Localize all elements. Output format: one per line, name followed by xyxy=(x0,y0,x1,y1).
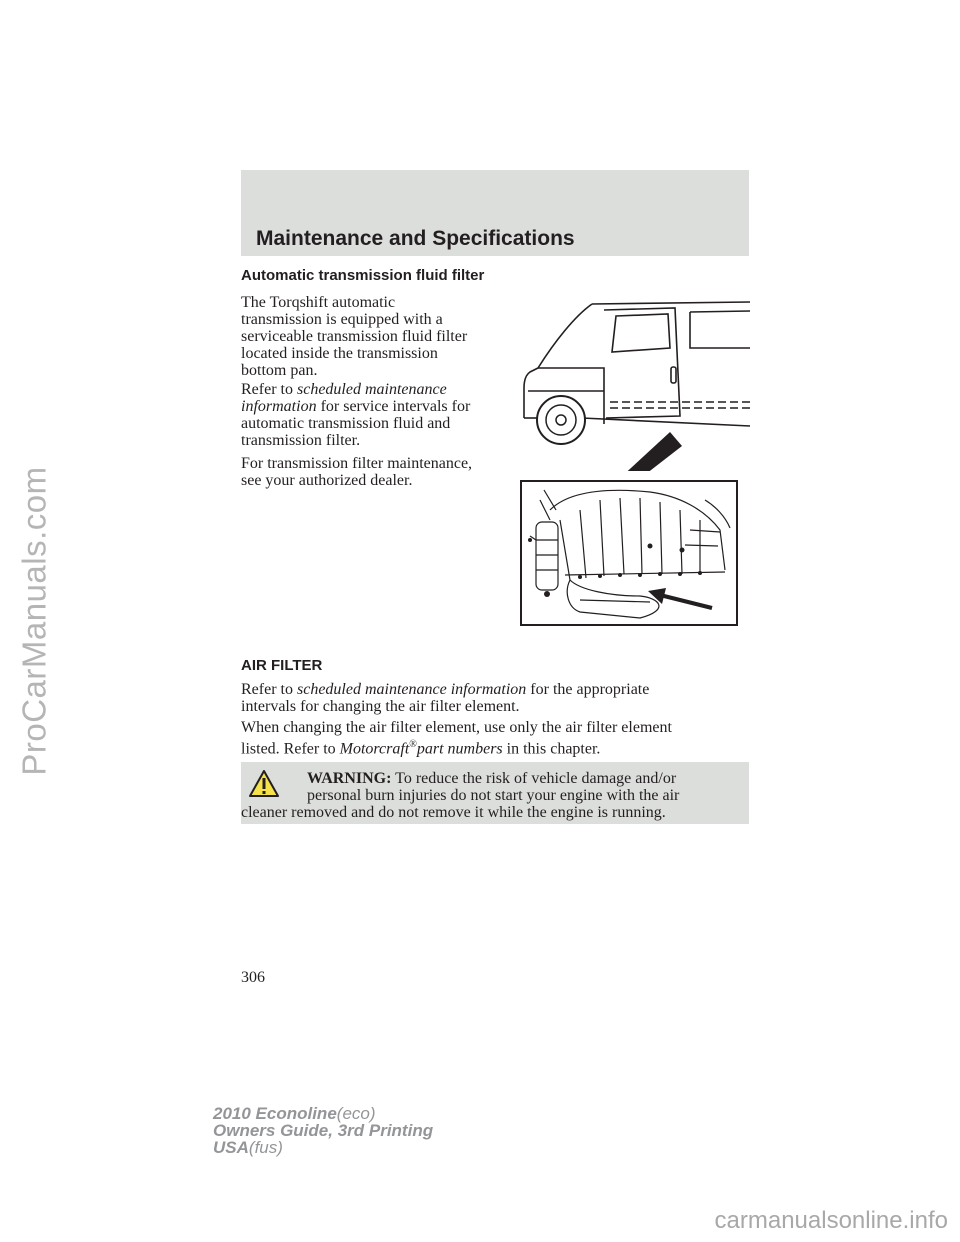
para3-line1: For transmission filter maintenance, xyxy=(241,455,473,472)
para1-line3: serviceable transmission fluid filter xyxy=(241,328,468,345)
footer xyxy=(213,1105,433,1156)
air-para2-prefix: listed. Refer to xyxy=(241,740,336,758)
transmission-filter-para1 xyxy=(241,294,467,379)
warning-line2: personal burn injuries do not start your engine with the air xyxy=(307,787,680,804)
footer-model-code: (eco) xyxy=(336,1104,376,1123)
footer-market: USA xyxy=(213,1138,249,1157)
air-para1-prefix: Refer to xyxy=(241,681,293,698)
warning-line3: cleaner removed and do not remove it while the engine is running. xyxy=(241,804,666,821)
para1-line4: located inside the transmission xyxy=(241,345,438,362)
air-para1-line2: intervals for changing the air filter element. xyxy=(241,698,520,715)
air-para2-italic-ref: part numbers xyxy=(416,740,503,758)
para2-line3: automatic transmission fluid and xyxy=(241,415,451,432)
air-filter-heading: AIR FILTER xyxy=(241,657,323,674)
para2-line4: transmission filter. xyxy=(241,432,361,449)
para1-line2: transmission is equipped with a xyxy=(241,311,443,328)
para2-rest: for service intervals for xyxy=(320,398,471,415)
side-watermark-text: ProCarManuals.com xyxy=(16,466,53,776)
air-para1-italic-ref: scheduled maintenance information xyxy=(296,681,527,698)
footer-model: 2010 Econoline xyxy=(213,1104,337,1123)
para3-line2: see your authorized dealer. xyxy=(241,472,413,489)
transmission-filter-heading: Automatic transmission fluid filter xyxy=(241,267,485,284)
side-watermark xyxy=(8,0,62,1242)
warning-text xyxy=(241,770,741,821)
warning-box xyxy=(241,762,749,824)
bottom-watermark: carmanualsonline.info xyxy=(714,1207,948,1234)
para2-italic-ref2: information xyxy=(241,398,317,415)
section-title: Maintenance and Specifications xyxy=(256,227,575,250)
footer-guide: Owners Guide, 3rd Printing xyxy=(213,1121,434,1140)
registered-mark: ® xyxy=(409,739,417,750)
air-para2-line1: When changing the air filter element, use only the air filter element xyxy=(241,719,672,736)
air-para1-rest: for the appropriate xyxy=(530,681,650,698)
transmission-filter-para2 xyxy=(241,381,470,449)
van-side-view-illustration xyxy=(520,296,750,471)
footer-market-code: (fus) xyxy=(248,1138,283,1157)
air-para2-brand: Motorcraft xyxy=(339,740,410,758)
para2-prefix: Refer to xyxy=(241,381,293,398)
warning-label: WARNING: xyxy=(307,770,392,787)
page-number: 306 xyxy=(241,969,265,986)
air-filter-para2 xyxy=(241,719,672,757)
air-filter-para1 xyxy=(241,681,649,715)
para1-line5: bottom pan. xyxy=(241,362,318,379)
warning-line1: To reduce the risk of vehicle damage and/or xyxy=(395,770,677,787)
air-para2-suffix: in this chapter. xyxy=(506,740,601,758)
section-header xyxy=(241,170,749,256)
transmission-pan-illustration xyxy=(520,480,738,626)
para2-italic-ref: scheduled maintenance xyxy=(296,381,447,398)
transmission-filter-para3 xyxy=(241,455,472,489)
para1-line1: The Torqshift automatic xyxy=(241,294,396,311)
